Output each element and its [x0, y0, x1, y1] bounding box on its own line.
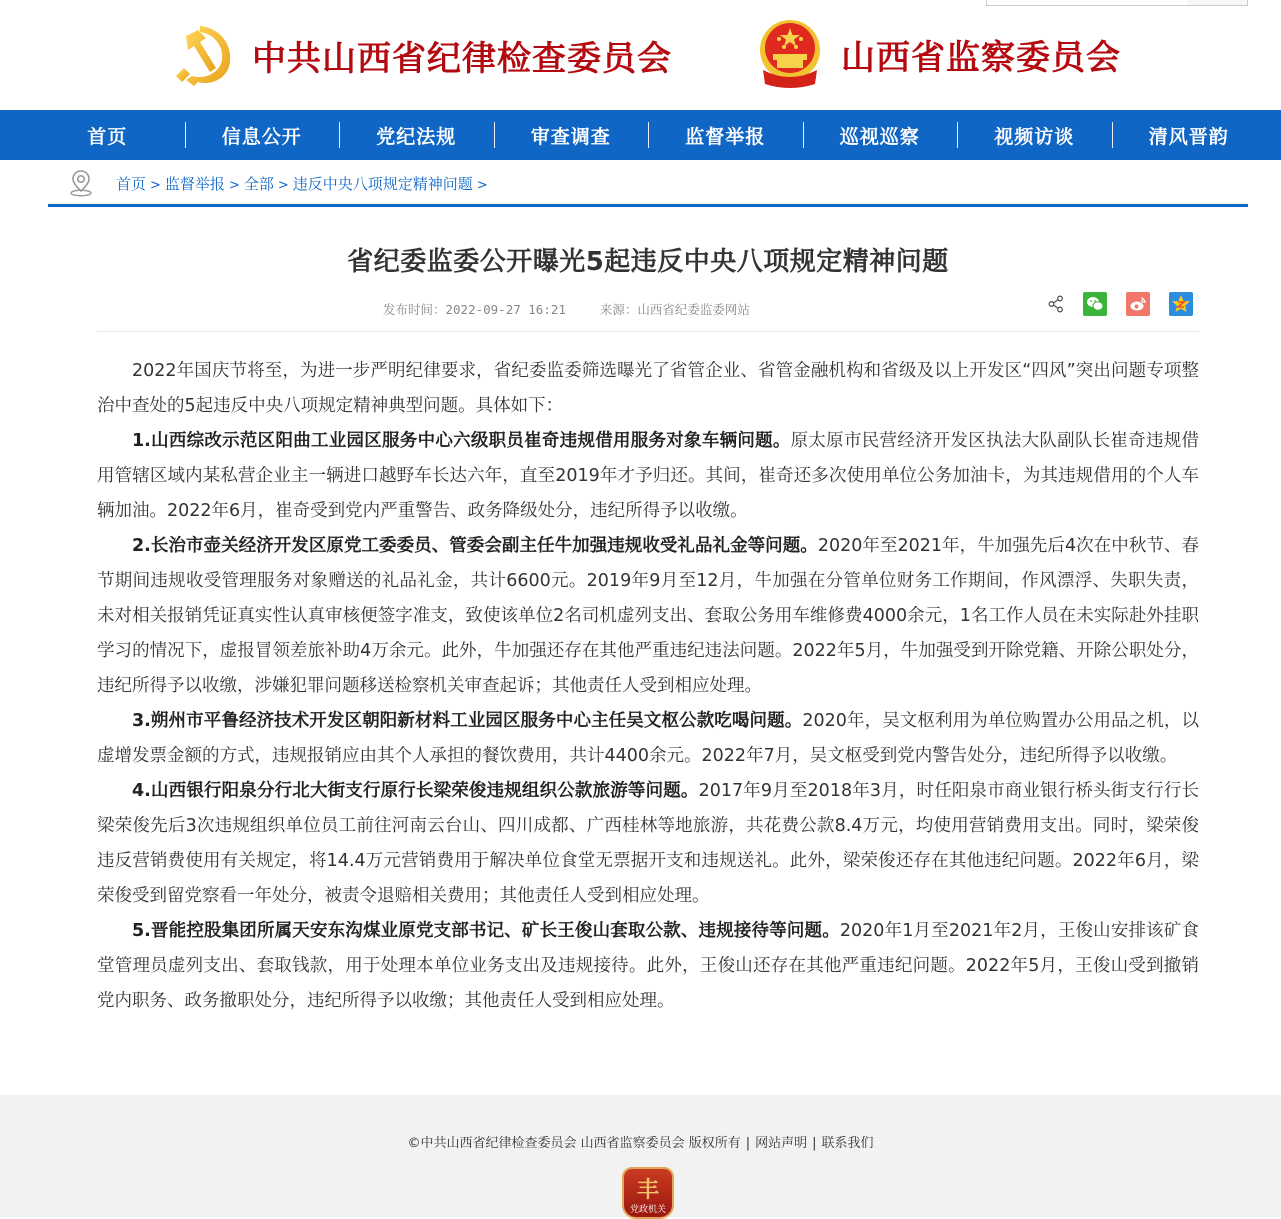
publish-time: 发布时间：2022-09-27 16:21 — [383, 302, 566, 317]
article-meta-row — [97, 292, 1199, 332]
qzone-share-button[interactable] — [1169, 292, 1193, 316]
article-meta — [383, 300, 750, 318]
site-statement-link[interactable]: 网站声明 — [755, 1136, 808, 1151]
case-text: 2020年1月至2021年2月，王俊山安排该矿食堂管理员虚列支出、套取钱款，用于处理本单位业务支出及违规接待。此外，王俊山还存在其他严重违纪问题。2022年5月，王俊山受到撤销党内职务、政务撤职处分，违纪所得予以收缴；其他责任人受到相应处理。 — [97, 921, 1199, 1011]
site-header — [0, 0, 1281, 110]
nav-link[interactable]: 党纪法规 — [376, 125, 457, 148]
case-paragraph — [97, 424, 1199, 529]
nav-item-party-rules[interactable] — [339, 110, 494, 160]
footer-separator: | — [812, 1136, 817, 1151]
article — [97, 207, 1199, 1019]
case-paragraph — [97, 774, 1199, 914]
nav-link[interactable]: 清风晋韵 — [1148, 125, 1229, 148]
wechat-share-button[interactable] — [1083, 292, 1107, 316]
nav-item-supervision-report[interactable] — [648, 110, 803, 160]
case-heading: 3.朔州市平鲁经济技术开发区朝阳新材料工业园区服务中心主任吴文枢公款吃喝问题。 — [132, 711, 803, 731]
gov-agency-badge-label: 党政机关 — [629, 1205, 666, 1215]
breadcrumb-trail — [116, 173, 492, 194]
party-emblem-icon — [170, 22, 236, 88]
cdi-logo[interactable] — [170, 22, 672, 88]
article-body — [97, 354, 1199, 1019]
nav-link[interactable]: 监督举报 — [685, 125, 766, 148]
supervision-logo[interactable] — [755, 18, 1121, 90]
nav-item-video-interview[interactable] — [957, 110, 1112, 160]
case-heading: 1.山西综改示范区阳曲工业园区服务中心六级职员崔奇违规借用服务对象车辆问题。 — [132, 431, 791, 451]
article-title: 省纪委监委公开曝光5起违反中央八项规定精神问题 — [347, 247, 949, 277]
site-footer — [0, 1095, 1281, 1217]
supervision-org-name: 山西省监察委员会 — [841, 37, 1121, 78]
nav-link[interactable]: 首页 — [87, 125, 128, 148]
cdi-org-name: 中共山西省纪律检查委员会 — [252, 38, 672, 79]
location-pin-icon — [68, 169, 94, 197]
national-emblem-icon — [755, 18, 825, 90]
share-icon[interactable] — [1048, 295, 1064, 313]
nav-item-info-disclosure[interactable] — [185, 110, 340, 160]
case-text: 2020年，吴文枢利用为单位购置办公用品之机，以虚增发票金额的方式，违规报销应由其个人承担的餐饮费用，共计4400余元。2022年7月，吴文枢受到党内警告处分，违纪所得予以收缴。 — [97, 711, 1199, 766]
breadcrumb-all[interactable]: 全部 — [243, 175, 274, 193]
nav-link[interactable]: 信息公开 — [221, 125, 302, 148]
article-source: 来源：山西省纪委监委网站 — [599, 302, 750, 317]
case-paragraph — [97, 704, 1199, 774]
weibo-icon — [1129, 296, 1147, 312]
breadcrumb-separator: > — [228, 178, 240, 193]
breadcrumb-supervision[interactable]: 监督举报 — [164, 175, 225, 193]
breadcrumb-separator: > — [150, 178, 161, 193]
breadcrumb-home[interactable]: 首页 — [116, 175, 147, 193]
nav-link[interactable]: 视频访谈 — [994, 125, 1075, 148]
case-heading: 4.山西银行阳泉分行北大街支行原行长梁荣俊违规组织公款旅游等问题。 — [132, 781, 699, 801]
case-text: 2017年9月至2018年3月，时任阳泉市商业银行桥头街支行行长梁荣俊先后3次违规组织单位员工前往河南云台山、四川成都、广西桂林等地旅游，共花费公款8.4万元，均使用营销费用支出。同时，梁荣俊违反营销费使用有关规定，将14.4万元营销费用于解决单位食堂无票据开支和违规送礼。此外，梁荣俊还存在其他违纪问题。2022年6月，梁荣俊受到留党察看一年处分，被责令退赔相关费用；其他责任人受到相应处理。 — [97, 781, 1199, 906]
weibo-share-button[interactable] — [1126, 292, 1150, 316]
nav-item-investigation[interactable] — [494, 110, 649, 160]
case-text: 2020年至2021年，牛加强先后4次在中秋节、春节期间违规收受管理服务对象赠送的礼品礼金，共计6600元。2019年9月至12月，牛加强在分管单位财务工作期间，作风漂浮、失职失责，未对相关报销凭证真实性认真审核便签字准支，致使该单位2名司机虚列支出、套取公务用车维修费4000余元，1名工作人员在未实际赴外挂职学习的情况下，虚报冒领差旅补助4万余元。此外，牛加强还存在其他严重违纪违法问题。2022年5月，牛加强受到开除党籍、开除公职处分，违纪所得予以收缴，涉嫌犯罪问题移送检察机关审查起诉；其他责任人受到相应处理。 — [97, 536, 1199, 696]
copyright-text: ©中共山西省纪律检查委员会 山西省监察委员会 版权所有 — [407, 1136, 741, 1151]
footer-separator: | — [745, 1136, 751, 1151]
nav-link[interactable]: 巡视巡察 — [839, 125, 920, 148]
breadcrumb-category[interactable]: 违反中央八项规定精神问题 — [292, 175, 473, 193]
article-intro: 2022年国庆节将至，为进一步严明纪律要求，省纪委监委筛选曝光了省管企业、省管金融机构和省级及以上开发区“四风”突出问题专项整治中查处的5起违反中央八项规定精神典型问题。具体如下： — [97, 361, 1199, 416]
case-text: 原太原市民营经济开发区执法大队副队长崔奇违规借用管辖区域内某私营企业主一辆进口越野车长达六年，直至2019年才予归还。其间，崔奇还多次使用单位公务加油卡，为其违规借用的个人车辆加油。2022年6月，崔奇受到党内严重警告、政务降级处分，违纪所得予以收缴。 — [97, 431, 1199, 521]
nav-link[interactable]: 审查调查 — [530, 125, 611, 148]
breadcrumb-separator: > — [476, 178, 488, 193]
case-paragraph — [97, 529, 1199, 704]
share-bar — [1048, 292, 1193, 316]
contact-us-link[interactable]: 联系我们 — [821, 1136, 874, 1151]
gov-agency-badge-icon: 丰 — [636, 1178, 659, 1203]
footer-copyright-line — [0, 1132, 1281, 1151]
main-nav — [0, 110, 1281, 160]
case-heading: 5.晋能控股集团所属天安东沟煤业原党支部书记、矿长王俊山套取公款、违规接待等问题。 — [132, 921, 840, 941]
wechat-icon — [1086, 296, 1104, 312]
gov-agency-badge[interactable] — [622, 1167, 674, 1219]
nav-item-home[interactable] — [30, 110, 185, 160]
qzone-icon — [1171, 294, 1191, 314]
breadcrumb — [48, 160, 1248, 207]
case-heading: 2.长治市壶关经济开发区原党工委委员、管委会副主任牛加强违规收受礼品礼金等问题。 — [132, 536, 818, 556]
nav-item-qingfeng[interactable] — [1112, 110, 1267, 160]
breadcrumb-separator: > — [277, 178, 289, 193]
nav-item-inspection[interactable] — [803, 110, 958, 160]
case-paragraph — [97, 914, 1199, 1019]
